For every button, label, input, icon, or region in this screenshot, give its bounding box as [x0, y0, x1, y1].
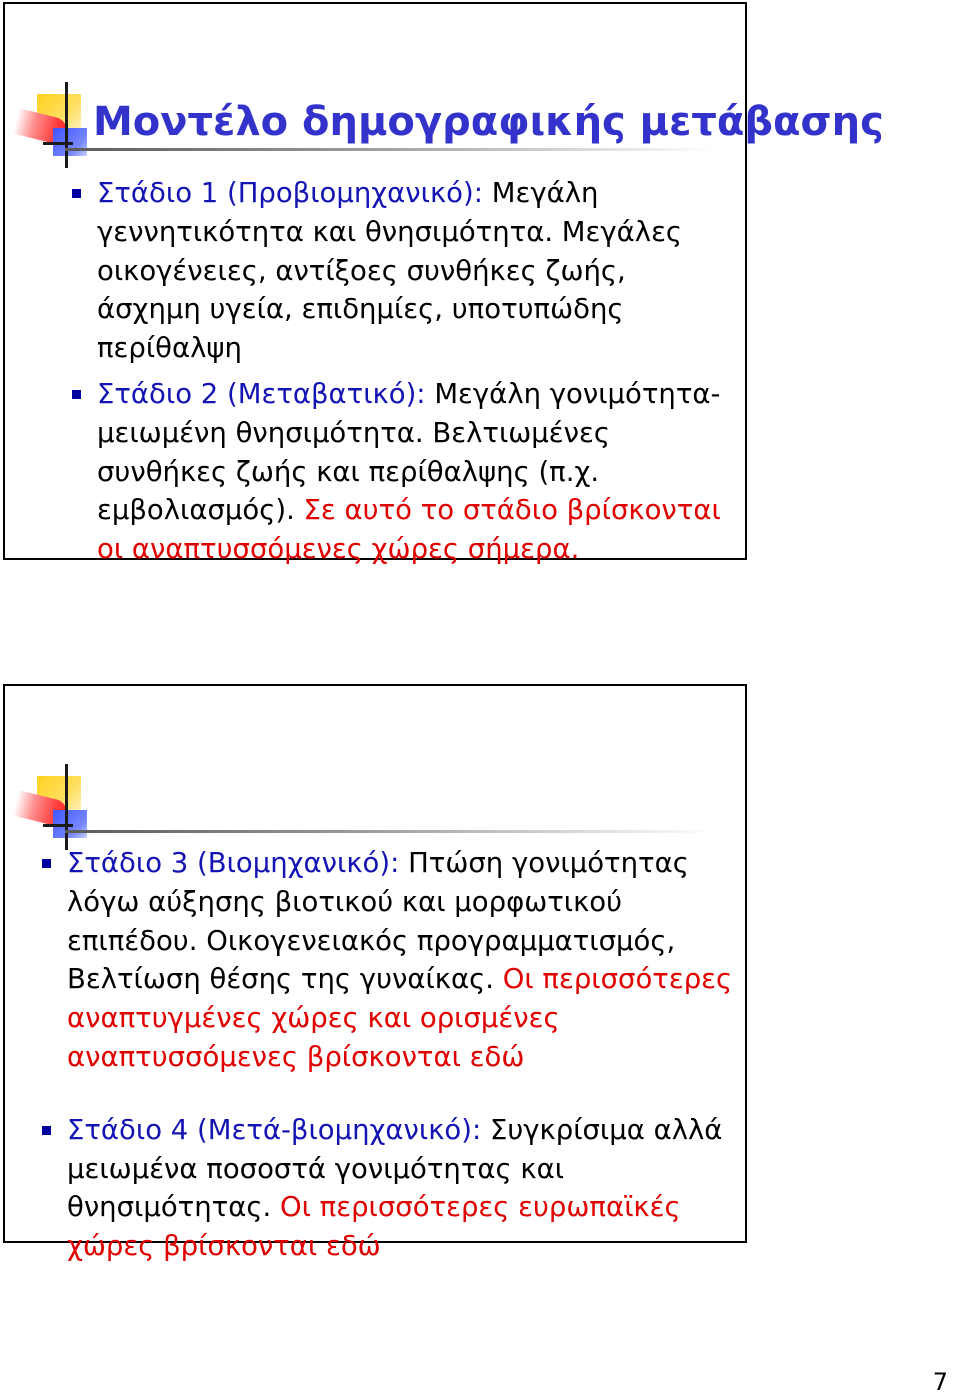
bullet-square-icon [42, 859, 51, 868]
bullet-square-icon [72, 189, 81, 198]
bullet-square-icon [42, 1126, 51, 1135]
bullet-stage-3 [67, 844, 737, 1077]
slide-title: Μοντέλο δημογραφικής μετάβασης [93, 99, 884, 145]
slide-logo-icon [15, 764, 110, 854]
stage-label: Στάδιο 4 (Μετά-βιομηχανικό): [67, 1113, 482, 1146]
stage-label: Στάδιο 1 (Προβιομηχανικό): [97, 177, 483, 209]
bullet-square-icon [72, 390, 81, 399]
stage-highlight: Οι περισσότερες ευρωπαϊκές χώρες βρίσκονται εδώ [67, 1191, 681, 1263]
slide-2 [3, 684, 747, 1263]
bullet-stage-1 [97, 174, 737, 368]
stage-description: Πτώση γονιμότητας λόγω αύξησης βιοτικού και μορφωτικού επιπέδου. Οικογενειακός προγραμματισμός, Βελτίωση θέσης της γυναίκας. [67, 847, 689, 996]
stage-label: Στάδιο 2 (Μεταβατικό): [97, 377, 426, 410]
stage-description: Μεγάλη γεννητικότητα και θνησιμότητα. Μεγάλες οικογένειες, αντίξοες συνθήκες ζωής, άσχημη υγεία, επιδημίες, υποτυπώδης περίθαλψη [97, 177, 683, 365]
stage-highlight: Οι περισσότερες αναπτυγμένες χώρες και ορισμένες αναπτυσσόμενες βρίσκονται εδώ [67, 963, 733, 1073]
title-underline [65, 830, 715, 833]
stage-description: Μεγάλη γονιμότητα-μειωμένη θνησιμότητα. Βελτιωμένες συνθήκες ζωής και περίθαλψης (π.χ. εμβολιασμός). [97, 377, 721, 527]
bullet-stage-4 [67, 1111, 737, 1266]
bullet-stage-2 [97, 375, 737, 569]
stage-highlight: Σε αυτό το στάδιο βρίσκονται οι αναπτυσσόμενες χώρες σήμερα. [97, 494, 721, 566]
page-number: 7 [932, 1368, 948, 1396]
slide-1-bullet-list [97, 174, 737, 569]
stage-label: Στάδιο 3 (Βιομηχανικό): [67, 847, 400, 879]
title-underline [65, 148, 715, 151]
stage-description: Συγκρίσιμα αλλά μειωμένα ποσοστά γονιμότητας και θνησιμότητας. [67, 1113, 723, 1224]
slide-2-bullet-list [67, 844, 737, 1266]
slide-1 [3, 2, 884, 566]
